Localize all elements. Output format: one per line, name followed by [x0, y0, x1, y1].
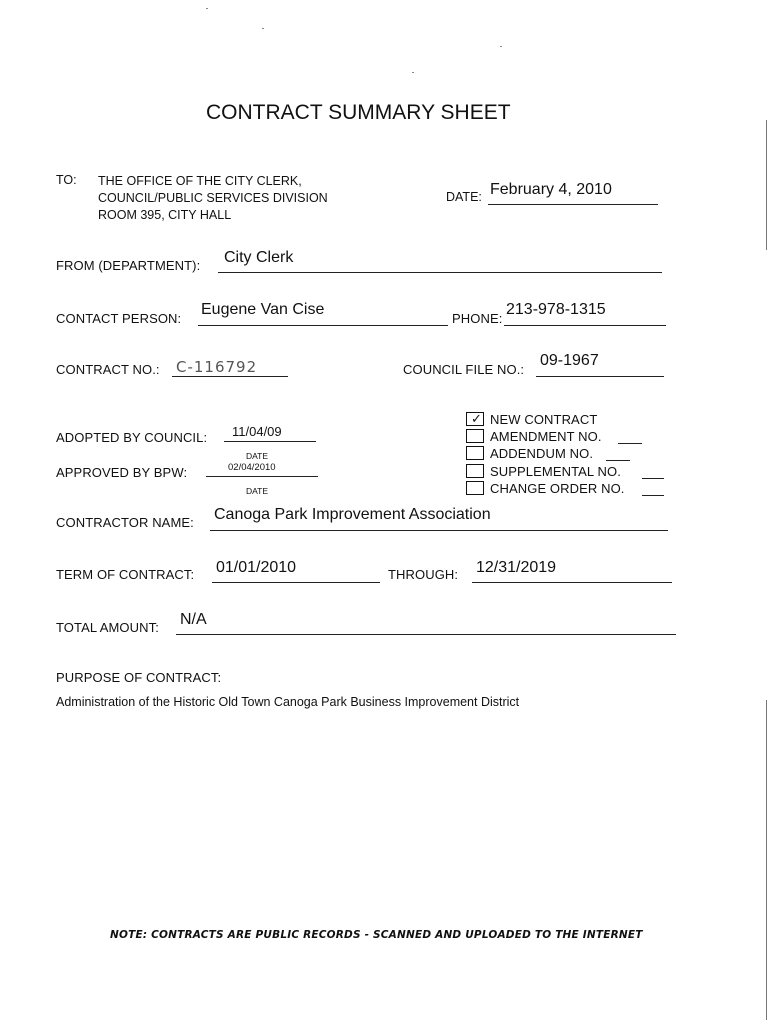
to-address-line: THE OFFICE OF THE CITY CLERK, [98, 174, 302, 188]
from-value: City Clerk [224, 249, 294, 266]
supplemental-checkbox[interactable] [466, 464, 484, 478]
total-value: N/A [180, 611, 207, 628]
council-file-label: COUNCIL FILE NO.: [403, 362, 525, 377]
approved-label: APPROVED BY BPW: [56, 465, 188, 480]
total-label: TOTAL AMOUNT: [56, 620, 159, 635]
scan-speck [500, 46, 502, 47]
phone-label: PHONE: [452, 311, 503, 326]
term-from-line [212, 582, 380, 583]
purpose-text: Administration of the Historic Old Town Canoga Park Business Improvement District [56, 695, 520, 709]
scan-edge [766, 120, 767, 250]
scan-speck [262, 28, 264, 29]
contractor-value: Canoga Park Improvement Association [214, 506, 491, 523]
amendment-checkbox[interactable] [466, 429, 484, 443]
from-line [218, 272, 662, 273]
adopted-date-caption: DATE [246, 451, 269, 461]
to-address [98, 173, 328, 224]
term-to-value: 12/31/2019 [476, 559, 557, 576]
new-contract-checkbox[interactable] [466, 412, 484, 426]
addendum-line [606, 460, 630, 461]
new-contract-label: NEW CONTRACT [490, 412, 598, 427]
change-order-label: CHANGE ORDER NO. [490, 481, 625, 496]
checkmark-icon: ✓ [471, 411, 482, 426]
contact-line [198, 325, 448, 326]
council-file-value: 09-1967 [540, 352, 599, 369]
to-address-line: ROOM 395, CITY HALL [98, 208, 232, 222]
from-label: FROM (DEPARTMENT): [56, 258, 201, 273]
change-order-checkbox[interactable] [466, 481, 484, 495]
change-order-line [642, 495, 664, 496]
term-from-value: 01/01/2010 [216, 559, 297, 576]
through-label: THROUGH: [388, 567, 459, 582]
contractor-line [210, 530, 668, 531]
contractor-label: CONTRACTOR NAME: [56, 515, 194, 530]
amendment-line [618, 443, 642, 444]
term-label: TERM OF CONTRACT: [56, 567, 195, 582]
to-address-line: COUNCIL/PUBLIC SERVICES DIVISION [98, 191, 328, 205]
term-to-line [472, 582, 672, 583]
date-line [488, 204, 658, 205]
date-label: DATE: [446, 190, 482, 204]
amendment-label: AMENDMENT NO. [490, 429, 602, 444]
scan-speck [412, 72, 414, 73]
contact-label: CONTACT PERSON: [56, 311, 182, 326]
council-file-line [536, 376, 664, 377]
page-title: CONTRACT SUMMARY SHEET [206, 101, 511, 124]
to-label: TO: [56, 173, 77, 187]
purpose-label: PURPOSE OF CONTRACT: [56, 670, 222, 685]
approved-date-caption: DATE [246, 486, 269, 496]
addendum-checkbox[interactable] [466, 446, 484, 460]
date-value: February 4, 2010 [490, 181, 612, 198]
approved-value: 02/04/2010 [228, 462, 276, 473]
supplemental-label: SUPPLEMENTAL NO. [490, 464, 621, 479]
approved-line [206, 476, 318, 477]
scan-speck [206, 8, 208, 9]
contract-no-label: CONTRACT NO.: [56, 362, 160, 377]
supplemental-line [642, 478, 664, 479]
total-line [176, 634, 676, 635]
contact-value: Eugene Van Cise [201, 301, 325, 318]
adopted-value: 11/04/09 [232, 424, 282, 439]
contract-no-value: C-116792 [176, 358, 258, 376]
addendum-label: ADDENDUM NO. [490, 446, 594, 461]
phone-line [504, 325, 666, 326]
contract-no-line [172, 376, 288, 377]
public-records-note: NOTE: CONTRACTS ARE PUBLIC RECORDS - SCANNED AND UPLOADED TO THE INTERNET [110, 929, 643, 941]
phone-value: 213-978-1315 [506, 301, 606, 318]
adopted-label: ADOPTED BY COUNCIL: [56, 430, 208, 445]
adopted-line [224, 441, 316, 442]
scan-edge [766, 700, 767, 1020]
